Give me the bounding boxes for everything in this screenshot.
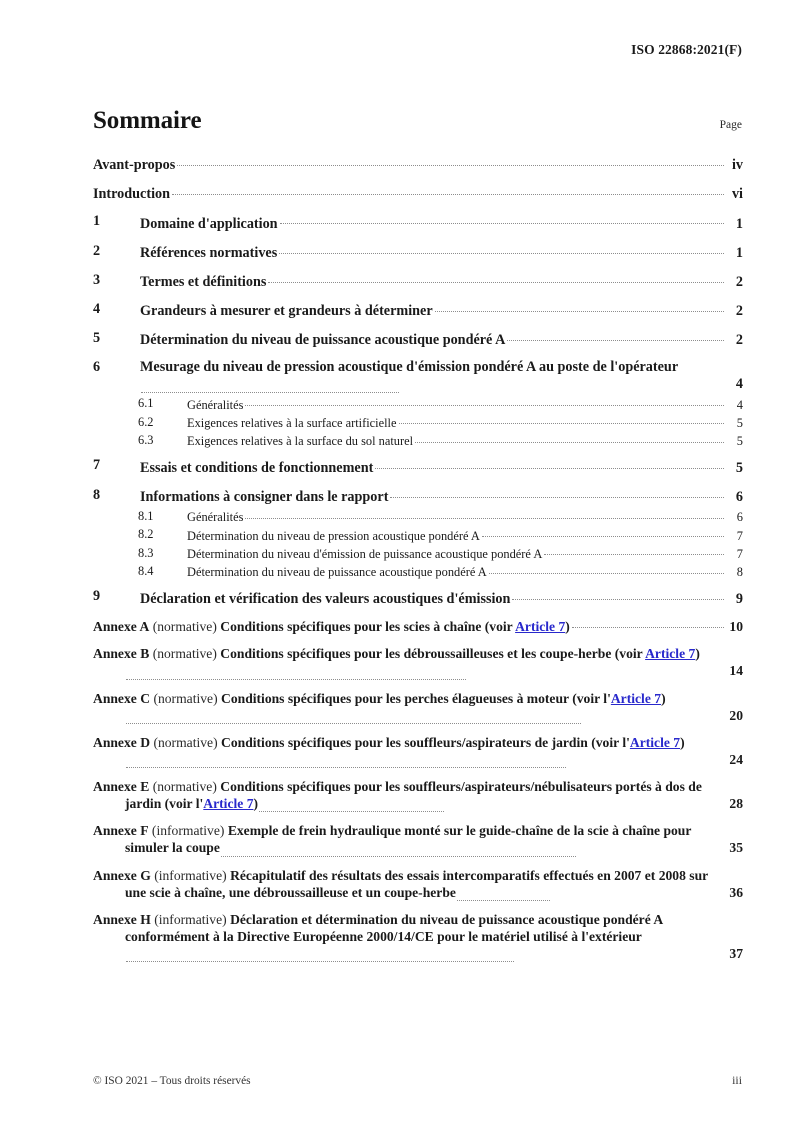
clause-number: 8.1 [138, 508, 154, 523]
folio-number: iii [732, 1073, 742, 1087]
article-7-link[interactable]: Article 7 [629, 734, 681, 750]
table-of-contents [93, 155, 743, 972]
page-footer [93, 1073, 742, 1088]
annex-title: Conditions spécifiques pour les souffleurs/aspirateurs de jardin (voir l' [221, 734, 630, 750]
toc-page-number: 1 [735, 244, 743, 261]
toc-entry-clause-4[interactable] [93, 301, 743, 320]
annex-title-tail: ) [661, 690, 666, 706]
dot-leader [172, 184, 724, 198]
article-7-link[interactable]: Article 7 [645, 646, 696, 662]
article-7-link[interactable]: Article 7 [610, 690, 662, 706]
toc-entry-label: Références normatives [140, 244, 278, 261]
annex-title: Récapitulatif des résultats des essais intercomparatifs effectués en 2007 et 2008 sur une scie à chaîne, une débroussailleuse et un coupe-herbe [125, 867, 708, 900]
toc-entry-label: Informations à consigner dans le rapport [140, 488, 389, 505]
annex-kind: (informative) [154, 867, 227, 883]
toc-entry-label: Mesurage du niveau de pression acoustique d'émission pondéré A au poste de l'opérateur [140, 359, 679, 376]
dot-leader [399, 415, 725, 427]
toc-page-number: 35 [729, 840, 743, 856]
toc-entry-label: Domaine d'application [140, 215, 278, 232]
toc-entry-annexe-c[interactable] [93, 690, 743, 724]
toc-entry-clause-8-3[interactable] [93, 546, 743, 562]
annex-title: Déclaration et détermination du niveau de puissance acoustique pondéré A conformément à la Directive Européenne 2000/14/CE pour le matériel utilisé à l'extérieur [125, 911, 663, 944]
toc-entry-label: Grandeurs à mesurer et grandeurs à déterminer [140, 303, 433, 320]
toc-entry-label: Détermination du niveau de puissance acoustique pondéré A [187, 565, 487, 580]
toc-entry-clause-1[interactable] [93, 213, 743, 232]
toc-page-number: 7 [736, 528, 743, 543]
annex-name: Annexe B [93, 646, 150, 662]
annex-name: Annexe D [93, 734, 151, 750]
dot-leader [245, 396, 724, 408]
clause-number: 8.4 [138, 564, 154, 579]
clause-number: 6.2 [138, 414, 154, 429]
toc-page-number: 28 [729, 796, 743, 812]
toc-page-number: vi [731, 186, 743, 203]
dot-leader [268, 272, 724, 286]
annex-title-tail: ) [680, 734, 685, 750]
annex-title: Conditions spécifiques pour les scies à chaîne (voir [220, 619, 516, 635]
toc-page-number: 24 [729, 751, 743, 767]
toc-entry-label: Déclaration et vérification des valeurs acoustiques d'émission [140, 590, 511, 607]
copyright-notice: © ISO 2021 – Tous droits réservés [93, 1075, 251, 1087]
toc-entry-label: Termes et définitions [140, 273, 267, 290]
toc-entry-label: Essais et conditions de fonctionnement [140, 459, 374, 476]
toc-page-number: 6 [736, 510, 743, 525]
toc-entry-annexe-h[interactable] [93, 911, 743, 962]
annex-kind: (informative) [151, 823, 225, 839]
annex-title: Conditions spécifiques pour les débroussailleuses et les coupe-herbe (voir [220, 646, 646, 662]
dot-leader [435, 301, 724, 315]
clause-number: 8.2 [138, 527, 154, 542]
running-head: ISO 22868:2021(F) [631, 42, 742, 57]
toc-entry-annexe-b[interactable] [93, 645, 743, 679]
dot-leader [489, 564, 724, 576]
toc-entry-label: Exigences relatives à la surface du sol naturel [187, 434, 414, 449]
annex-title-tail: ) [695, 646, 700, 662]
dot-leader [126, 756, 566, 768]
annex-kind: (normative) [152, 619, 217, 635]
toc-entry-clause-8[interactable] [93, 487, 743, 506]
clause-number: 6.1 [138, 396, 154, 411]
dot-leader [375, 457, 724, 471]
toc-entry-label: Détermination du niveau de pression acoustique pondéré A [187, 528, 480, 543]
toc-page-number: 37 [729, 946, 743, 962]
toc-page-number: 2 [735, 332, 743, 349]
toc-entry-clause-6-2[interactable] [93, 415, 743, 431]
toc-page-number: 4 [735, 376, 743, 393]
annex-name: Annexe A [93, 619, 150, 635]
toc-entry-label: Avant-propos [93, 157, 176, 174]
dot-leader [177, 155, 724, 169]
annex-name: Annexe C [93, 690, 151, 706]
clause-number: 1 [93, 213, 101, 230]
dot-leader [457, 889, 550, 901]
dot-leader [126, 951, 514, 963]
toc-page-number: 5 [736, 434, 743, 449]
toc-entry-annexe-g[interactable] [93, 867, 743, 901]
toc-entry-clause-3[interactable] [93, 272, 743, 291]
toc-entry-clause-6-1[interactable] [93, 396, 743, 412]
dot-leader [141, 381, 399, 393]
toc-entry-annexe-d[interactable] [93, 734, 743, 768]
clause-number: 8.3 [138, 545, 154, 560]
toc-page-number: 1 [735, 215, 743, 232]
dot-leader [390, 487, 724, 501]
annex-name: Annexe F [93, 823, 149, 839]
toc-page-number: 5 [735, 459, 743, 476]
toc-entry-avant-propos[interactable] [93, 155, 743, 174]
annex-title: Conditions spécifiques pour les perches élagueuses à moteur (voir l' [221, 690, 611, 706]
toc-page-number: iv [731, 157, 743, 174]
toc-page-number: 9 [735, 590, 743, 607]
toc-page-number: 10 [729, 619, 743, 635]
article-7-link[interactable]: Article 7 [203, 796, 254, 812]
toc-entry-label: Introduction [93, 186, 170, 203]
toc-entry-clause-8-4[interactable] [93, 564, 743, 580]
dot-leader [512, 588, 724, 602]
annex-kind: (normative) [153, 734, 218, 750]
toc-page-number: 5 [736, 416, 743, 431]
toc-entry-label: Détermination du niveau de puissance acoustique pondéré A [140, 332, 506, 349]
toc-entry-clause-5[interactable] [93, 330, 743, 349]
clause-number: 4 [93, 300, 101, 317]
toc-page-number: 36 [729, 884, 743, 900]
annex-kind: (informative) [154, 911, 227, 927]
toc-entry-clause-8-2[interactable] [93, 527, 743, 543]
toc-entry-clause-8-1[interactable] [93, 509, 743, 525]
annex-title-tail: ) [253, 796, 259, 812]
clause-number: 5 [93, 330, 101, 347]
article-7-link[interactable]: Article 7 [515, 619, 566, 635]
toc-page-number: 2 [735, 303, 743, 320]
toc-page-number: 20 [729, 707, 743, 723]
toc-page-number: 2 [735, 273, 743, 290]
toc-page-number: 8 [736, 565, 743, 580]
annex-title: Conditions spécifiques pour les souffleurs/aspirateurs/nébulisateurs portés à dos de jardin (voir l' [125, 779, 702, 812]
dot-leader [544, 546, 724, 558]
toc-entry-label: Détermination du niveau d'émission de puissance acoustique pondéré A [187, 547, 543, 562]
toc-entry-clause-7[interactable] [93, 457, 743, 476]
dot-leader [507, 330, 724, 344]
toc-entry-clause-2[interactable] [93, 243, 743, 262]
clause-number: 7 [93, 457, 101, 474]
dot-leader [126, 668, 466, 680]
dot-leader [279, 243, 724, 257]
toc-entry-introduction[interactable] [93, 184, 743, 203]
toc-entry-clause-9[interactable] [93, 588, 743, 607]
clause-number: 2 [93, 242, 101, 259]
toc-entry-annexe-a[interactable] [93, 618, 743, 636]
annex-kind: (normative) [152, 646, 217, 662]
annex-name: Annexe H [93, 911, 151, 927]
page-title: Sommaire [93, 107, 202, 134]
annex-kind: (normative) [152, 779, 217, 795]
toc-page-number: 7 [736, 547, 743, 562]
dot-leader [572, 618, 724, 632]
dot-leader [259, 801, 444, 813]
annex-title: Exemple de frein hydraulique monté sur le guide-chaîne de la scie à chaîne pour simuler la coupe [125, 823, 692, 856]
toc-page-number: 6 [735, 488, 743, 505]
dot-leader [126, 712, 581, 724]
toc-page-number: 4 [736, 397, 743, 412]
dot-leader [245, 509, 724, 521]
toc-entry-label: Généralités [187, 510, 244, 525]
toc-entry-label: Généralités [187, 397, 244, 412]
dot-leader [280, 213, 724, 227]
toc-page-number: 14 [729, 663, 743, 679]
annex-title-tail: ) [565, 619, 570, 635]
page-column-header: Page [719, 119, 742, 131]
toc-entry-clause-6[interactable] [93, 359, 743, 393]
toc-entry-annexe-f[interactable] [93, 822, 743, 856]
toc-entry-label: Exigences relatives à la surface artificielle [187, 416, 397, 431]
clause-number: 9 [93, 588, 101, 605]
clause-number: 6.3 [138, 433, 154, 448]
toc-entry-annexe-e[interactable] [93, 778, 743, 812]
dot-leader [415, 433, 724, 445]
clause-number: 6 [93, 359, 101, 376]
annex-kind: (normative) [153, 690, 218, 706]
title-row [93, 107, 742, 135]
dot-leader [221, 845, 576, 857]
annex-name: Annexe G [93, 867, 151, 883]
annex-name: Annexe E [93, 779, 150, 795]
dot-leader [482, 527, 724, 539]
clause-number: 3 [93, 271, 101, 288]
toc-entry-clause-6-3[interactable] [93, 433, 743, 449]
clause-number: 8 [93, 486, 101, 503]
